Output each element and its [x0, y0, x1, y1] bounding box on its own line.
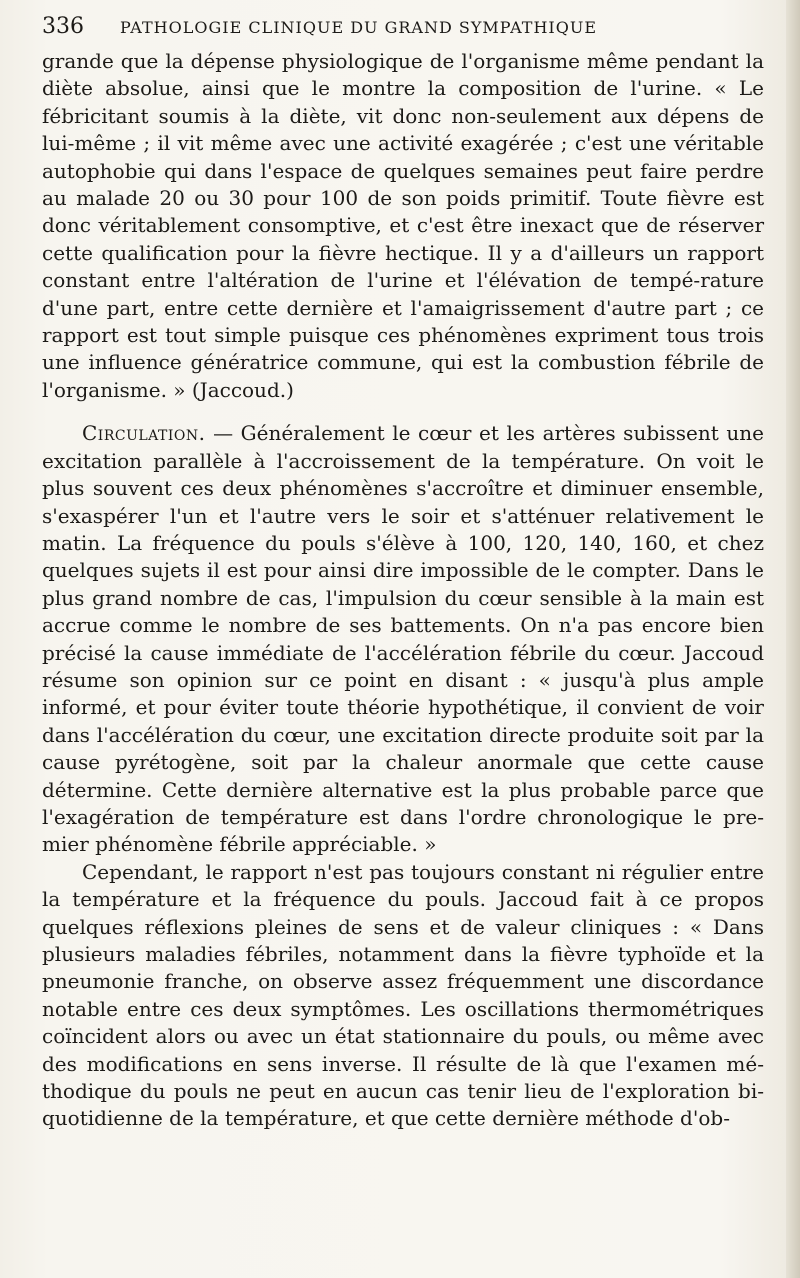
- running-head: PATHOLOGIE CLINIQUE DU GRAND SYMPATHIQUE: [120, 18, 598, 37]
- page-header: [42, 14, 762, 40]
- paragraph-continuation: [42, 48, 764, 404]
- page-number: 336: [42, 14, 84, 39]
- body-text: [42, 48, 764, 1133]
- paragraph-rapport: [42, 859, 764, 1133]
- paragraph-text: grande que la dépense physiologique de l'organisme même pendant la diète absolue, ainsi que le montre la composition de l'urine. « Le fébricitant soumis à la diète, vit donc non-seulement aux dépens de lui-même ; il vit même avec une activité exagérée ; c'est une véritable autophobie qui dans l'espace de quelques semaines peut faire perdre au malade 20 ou 30 pour 100 de son poids primitif. Toute fièvre est donc véritablement consomptive, et c'est être inexact que de réserver cette qualification pour la fièvre hectique. Il y a d'ailleurs un rapport constant entre l'altération de l'urine et l'élévation de tempé-rature d'une part, entre cette dernière et l'amaigrissement d'autre part ; ce rapport est tout simple puisque ces phénomènes expriment tous trois une influence génératrice commune, qui est la combustion fébrile de l'organisme. » (Jaccoud.): [42, 49, 764, 402]
- paragraph-circulation: [42, 420, 764, 859]
- section-lead: Circulation.: [82, 421, 206, 446]
- paragraph-text: — Généralement le cœur et les artères subissent une excitation parallèle à l'accroissement de la température. On voit le plus souvent ces deux phénomènes s'accroître et diminuer ensemble, s'exaspérer l'un et l'autre vers le soir et s'atténuer relativement le matin. La fréquence du pouls s'élève à 100, 120, 140, 160, et chez quelques sujets il est pour ainsi dire impossible de le compter. Dans le plus grand nombre de cas, l'impulsion du cœur sensible à la main est accrue comme le nombre de ses battements. On n'a pas encore bien précisé la cause immédiate de l'accélération fébrile du cœur. Jaccoud résume son opinion sur ce point en disant : « jusqu'à plus ample informé, et pour éviter toute théorie hypothétique, il convient de voir dans l'accélération du cœur, une excitation directe produite soit par la cause pyrétogène, soit par la chaleur anormale que cette cause détermine. Cette dernière alternative est la plus probable parce que l'exagération de température est dans l'ordre chronologique le pre-mier phénomène fébrile appréciable. »: [42, 421, 764, 857]
- page-edge: [786, 0, 800, 1278]
- paragraph-text: Cependant, le rapport n'est pas toujours constant ni régulier entre la température et la fréquence du pouls. Jaccoud fait à ce propos quelques réflexions pleines de sens et de valeur cliniques : « Dans plusieurs maladies fébriles, notamment dans la fièvre typhoïde et la pneumonie franche, on observe assez fréquemment une discordance notable entre ces deux symptômes. Les oscillations thermométriques coïncident alors ou avec un état stationnaire du pouls, ou même avec des modifications en sens inverse. Il résulte de là que l'examen mé-thodique du pouls ne peut en aucun cas tenir lieu de l'exploration bi-quotidienne de la température, et que cette dernière méthode d'ob-: [42, 859, 764, 1131]
